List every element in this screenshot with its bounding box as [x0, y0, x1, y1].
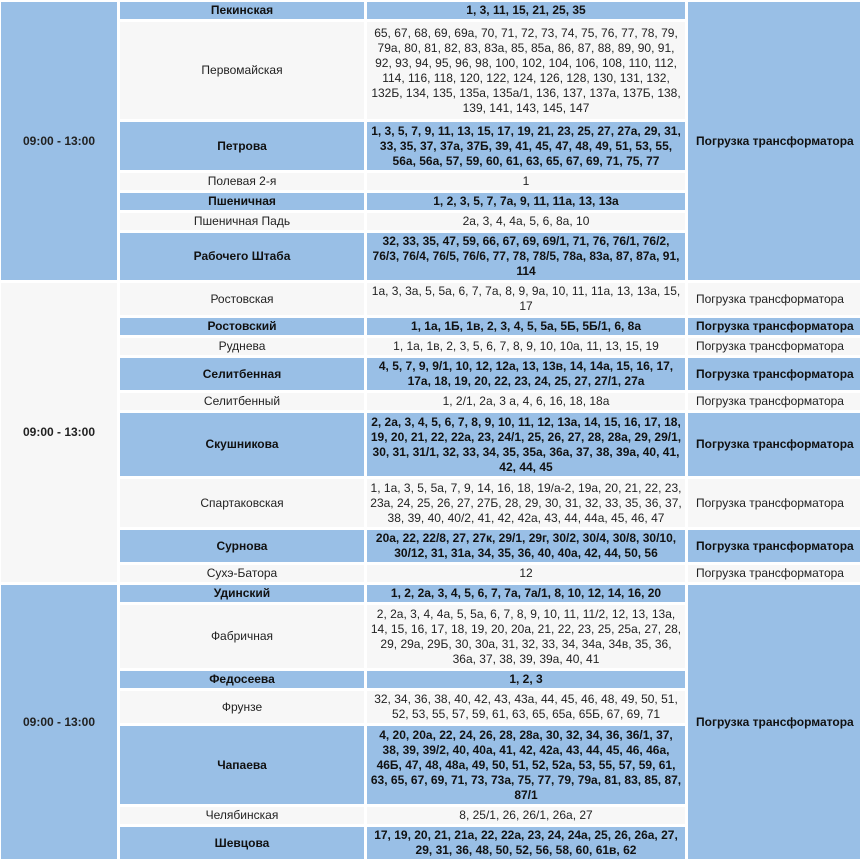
street-name-cell: Шевцова [120, 827, 364, 859]
house-numbers-cell: 65, 67, 68, 69, 69а, 70, 71, 72, 73, 74, 75, 76, 77, 78, 79, 79а, 80, 81, 82, 83, 83а, 85, 85а, 86, 87, 88, 89, 90, 91, 92, 93, 94, 95, 96, 98, 100, 102, 104, 106, 108, 110, 112, 114, 116, 118, 120, 122, 124, 126, 128, 130, 131, 132, 132Б, 134, 135, 135а, 135а/1, 136, 137, 137а, 137Б, 138, 139, 141, 143, 145, 147 [367, 22, 685, 119]
house-numbers-cell: 4, 5, 7, 9, 9/1, 10, 12, 12а, 13, 13в, 14, 14а, 15, 16, 17, 17а, 18, 19, 20, 22, 23, 24, 25, 27, 27/1, 27а [367, 358, 685, 390]
house-numbers-cell: 4, 20, 20а, 22, 24, 26, 28, 28а, 30, 32, 34, 36, 36/1, 37, 38, 39, 39/2, 40, 40а, 41, 42, 42а, 43, 44, 45, 46, 46а, 46Б, 47, 48, 48а, 49, 50, 51, 52, 52а, 53, 55, 57, 59, 61, 63, 65, 67, 69, 71, 73, 73а, 75, 77, 79, 79а, 81, 83, 85, 87, 87/1 [367, 726, 685, 804]
street-name-cell: Удинский [120, 585, 364, 602]
house-numbers-cell: 32, 34, 36, 38, 40, 42, 43, 43а, 44, 45, 46, 48, 49, 50, 51, 52, 53, 55, 57, 59, 61, 63, 65, 65а, 65Б, 67, 69, 71 [367, 691, 685, 723]
house-numbers-cell: 1, 3, 5, 7, 9, 11, 13, 15, 17, 19, 21, 23, 25, 27, 27а, 29, 31, 33, 35, 37, 37а, 37Б, 39, 41, 45, 47, 48, 49, 51, 53, 55, 56а, 56а, 57, 59, 60, 61, 63, 65, 67, 69, 71, 75, 77 [367, 122, 685, 170]
table-row [1, 2, 860, 19]
street-name-cell: Ростовская [120, 283, 364, 315]
house-numbers-cell: 1а, 3, 3а, 5, 5а, 6, 7, 7а, 8, 9, 9а, 10, 11, 11а, 13, 13а, 15, 17 [367, 283, 685, 315]
house-numbers-cell: 12 [367, 565, 685, 582]
street-name-cell: Рабочего Штаба [120, 233, 364, 280]
house-numbers-cell: 1, 2, 2а, 3, 4, 5, 6, 7, 7а, 7а/1, 8, 10, 12, 14, 16, 20 [367, 585, 685, 602]
house-numbers-cell: 32, 33, 35, 47, 59, 66, 67, 69, 69/1, 71, 76, 76/1, 76/2, 76/3, 76/4, 76/5, 76/6, 77, 78, 78/5, 78а, 83а, 87, 87а, 91, 114 [367, 233, 685, 280]
table-row [1, 318, 860, 335]
house-numbers-cell: 20а, 22, 22/8, 27, 27к, 29/1, 29г, 30/2, 30/4, 30/8, 30/10, 30/12, 31, 31а, 34, 35, 36, 40, 40а, 42, 44, 50, 56 [367, 530, 685, 562]
street-name-cell: Пекинская [120, 2, 364, 19]
table-row [1, 393, 860, 410]
house-numbers-cell: 1, 3, 11, 15, 21, 25, 35 [367, 2, 685, 19]
street-name-cell: Первомайская [120, 22, 364, 119]
outage-reason-cell: Погрузка трансформатора [688, 283, 860, 315]
table-row [1, 413, 860, 476]
table-row [1, 358, 860, 390]
table-row [1, 530, 860, 562]
table-row [1, 565, 860, 582]
street-name-cell: Скушникова [120, 413, 364, 476]
outage-reason-cell: Погрузка трансформатора [688, 565, 860, 582]
schedule-body [1, 2, 860, 859]
table-row [1, 585, 860, 602]
house-numbers-cell: 1, 1а, 3, 5, 5а, 7, 9, 14, 16, 18, 19/а-2, 19а, 20, 21, 22, 23, 23а, 24, 25, 26, 27, 27Б, 28, 29, 30, 31, 32, 33, 35, 36, 37, 38, 39, 40, 40/2, 41, 42, 42а, 43, 44, 44а, 45, 46, 47 [367, 479, 685, 527]
table-row [1, 479, 860, 527]
house-numbers-cell: 1, 1а, 1Б, 1в, 2, 3, 4, 5, 5а, 5Б, 5Б/1, 6, 8а [367, 318, 685, 335]
outage-reason-cell: Погрузка трансформатора [688, 413, 860, 476]
table-row [1, 338, 860, 355]
house-numbers-cell: 2, 2а, 3, 4, 4а, 5, 5а, 6, 7, 8, 9, 10, 11, 11/2, 12, 13, 13а, 14, 15, 16, 17, 18, 19, 20, 20а, 21, 22, 23, 25, 25а, 27, 28, 29, 29а, 29Б, 30, 30а, 31, 32, 33, 34, 34а, 34в, 35, 36, 36а, 37, 38, 39, 39а, 40, 41 [367, 605, 685, 668]
outage-time-cell: 09:00 - 13:00 [1, 585, 117, 859]
street-name-cell: Челябинская [120, 807, 364, 824]
street-name-cell: Полевая 2-я [120, 173, 364, 190]
street-name-cell: Спартаковская [120, 479, 364, 527]
house-numbers-cell: 1, 2, 3, 5, 7, 7а, 9, 11, 11а, 13, 13а [367, 193, 685, 210]
street-name-cell: Сухэ-Батора [120, 565, 364, 582]
outage-time-cell: 09:00 - 13:00 [1, 2, 117, 280]
house-numbers-cell: 1, 1а, 1в, 2, 3, 5, 6, 7, 8, 9, 10, 10а, 11, 13, 15, 19 [367, 338, 685, 355]
street-name-cell: Руднева [120, 338, 364, 355]
outage-reason-cell: Погрузка трансформатора [688, 530, 860, 562]
house-numbers-cell: 1 [367, 173, 685, 190]
table-row [1, 283, 860, 315]
house-numbers-cell: 2а, 3, 4, 4а, 5, 6, 8а, 10 [367, 213, 685, 230]
street-name-cell: Селитбенный [120, 393, 364, 410]
outage-reason-cell: Погрузка трансформатора [688, 358, 860, 390]
street-name-cell: Селитбенная [120, 358, 364, 390]
street-name-cell: Пшеничная [120, 193, 364, 210]
street-name-cell: Ростовский [120, 318, 364, 335]
house-numbers-cell: 1, 2/1, 2а, 3 а, 4, 6, 16, 18, 18а [367, 393, 685, 410]
outage-reason-cell: Погрузка трансформатора [688, 318, 860, 335]
house-numbers-cell: 8, 25/1, 26, 26/1, 26а, 27 [367, 807, 685, 824]
outage-reason-cell: Погрузка трансформатора [688, 2, 860, 280]
house-numbers-cell: 17, 19, 20, 21, 21а, 22, 22а, 23, 24, 24а, 25, 26, 26а, 27, 29, 31, 36, 48, 50, 52, 56, 58, 60, 61в, 62 [367, 827, 685, 859]
street-name-cell: Петрова [120, 122, 364, 170]
outage-reason-cell: Погрузка трансформатора [688, 338, 860, 355]
outage-time-cell: 09:00 - 13:00 [1, 283, 117, 582]
outage-reason-cell: Погрузка трансформатора [688, 393, 860, 410]
street-name-cell: Сурнова [120, 530, 364, 562]
house-numbers-cell: 2, 2а, 3, 4, 5, 6, 7, 8, 9, 10, 11, 12, 13а, 14, 15, 16, 17, 18, 19, 20, 21, 22, 22а, 23, 24/1, 25, 26, 27, 28, 28а, 29, 29/1, 30, 31, 31/1, 32, 33, 34, 35, 35а, 36а, 37, 38, 39а, 40, 41, 42, 44, 45 [367, 413, 685, 476]
outage-reason-cell: Погрузка трансформатора [688, 479, 860, 527]
street-name-cell: Федосеева [120, 671, 364, 688]
street-name-cell: Фрунзе [120, 691, 364, 723]
street-name-cell: Фабричная [120, 605, 364, 668]
house-numbers-cell: 1, 2, 3 [367, 671, 685, 688]
street-name-cell: Чапаева [120, 726, 364, 804]
street-name-cell: Пшеничная Падь [120, 213, 364, 230]
outage-reason-cell: Погрузка трансформатора [688, 585, 860, 859]
